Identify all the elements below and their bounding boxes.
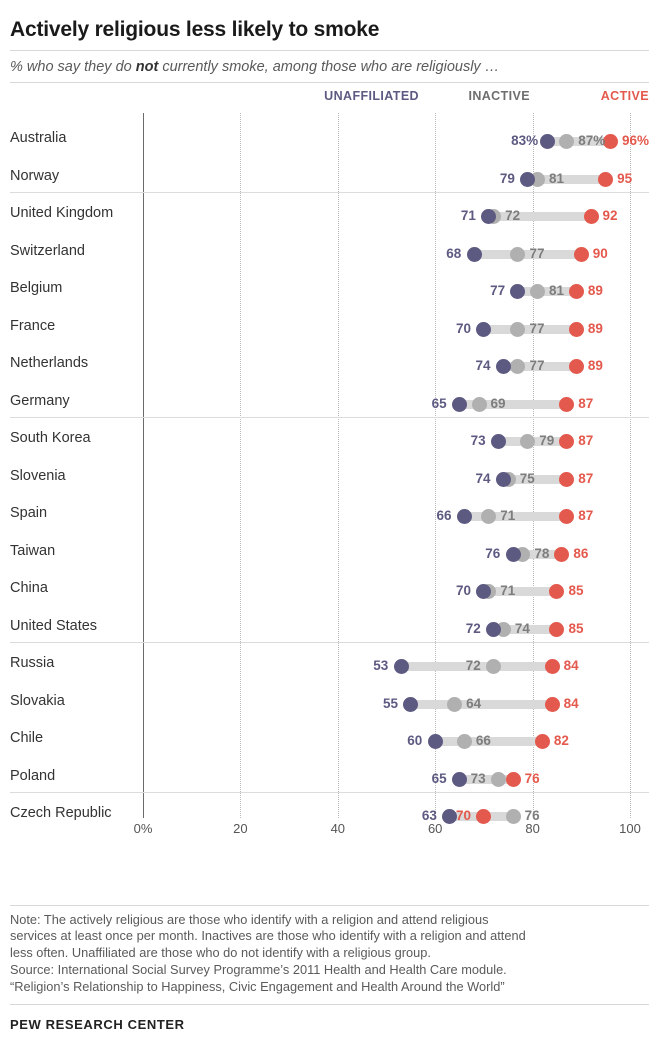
chart-footer xyxy=(10,905,649,1032)
group-separator xyxy=(10,642,649,643)
dot-active xyxy=(574,247,589,262)
value-label-inactive: 87% xyxy=(578,133,606,149)
value-label-unaffiliated: 63 xyxy=(421,808,437,824)
value-label-active: 87 xyxy=(578,508,594,524)
value-label-unaffiliated: 74 xyxy=(475,358,491,374)
dot-active xyxy=(554,547,569,562)
chart-row xyxy=(10,684,649,722)
dot-inactive xyxy=(510,247,525,262)
chart-row xyxy=(10,346,649,384)
legend-item-inactive: INACTIVE xyxy=(468,89,530,104)
chart-row xyxy=(10,384,649,422)
dot-active xyxy=(569,322,584,337)
chart-row xyxy=(10,459,649,497)
row-label: Russia xyxy=(10,655,55,672)
dot-inactive xyxy=(510,359,525,374)
value-label-inactive: 71 xyxy=(500,583,516,599)
value-label-active: 85 xyxy=(568,620,584,636)
value-label-inactive: 77 xyxy=(529,320,545,336)
dot-active xyxy=(559,472,574,487)
dot-unaffiliated xyxy=(428,734,443,749)
dot-plot-chart xyxy=(10,113,649,858)
dot-inactive xyxy=(447,697,462,712)
dot-unaffiliated xyxy=(496,472,511,487)
footer-divider xyxy=(10,905,649,906)
dot-unaffiliated xyxy=(452,397,467,412)
dot-unaffiliated xyxy=(491,434,506,449)
value-label-inactive: 78 xyxy=(534,545,550,561)
value-label-inactive: 72 xyxy=(505,208,521,224)
dot-unaffiliated xyxy=(510,284,525,299)
row-connector xyxy=(411,700,552,709)
subtitle xyxy=(10,58,649,76)
value-label-unaffiliated: 55 xyxy=(382,695,398,711)
note-line-3: less often. Unaffiliated are those who do not identify with a religious group. xyxy=(10,945,431,961)
value-label-unaffiliated: 79 xyxy=(499,170,515,186)
row-label: Slovenia xyxy=(10,467,66,484)
chart-row xyxy=(10,571,649,609)
value-label-inactive: 73 xyxy=(470,770,486,786)
row-label: United Kingdom xyxy=(10,205,114,222)
dot-active xyxy=(506,772,521,787)
row-label: Taiwan xyxy=(10,542,56,559)
chart-row xyxy=(10,646,649,684)
dot-inactive xyxy=(486,659,501,674)
row-label: Switzerland xyxy=(10,242,85,259)
value-label-inactive: 72 xyxy=(465,658,481,674)
subtitle-divider xyxy=(10,82,649,83)
chart-row xyxy=(10,234,649,272)
value-label-inactive: 81 xyxy=(548,283,564,299)
x-tick-label: 100 xyxy=(619,821,641,837)
value-label-unaffiliated: 68 xyxy=(446,245,462,261)
x-tick-label: 60 xyxy=(427,821,443,837)
group-separator xyxy=(10,792,649,793)
row-label: Poland xyxy=(10,767,56,784)
legend-item-active: ACTIVE xyxy=(600,89,649,104)
value-label-unaffiliated: 70 xyxy=(456,583,472,599)
dot-active xyxy=(559,434,574,449)
value-label-active: 89 xyxy=(587,358,603,374)
chart-row xyxy=(10,759,649,797)
dot-inactive xyxy=(559,134,574,149)
value-label-unaffiliated: 83% xyxy=(511,133,539,149)
value-label-active: 87 xyxy=(578,433,594,449)
value-label-active: 87 xyxy=(578,470,594,486)
dot-unaffiliated xyxy=(540,134,555,149)
note-line-1: Note: The actively religious are those who identify with a religion and attend religious xyxy=(10,911,489,927)
dot-inactive xyxy=(481,509,496,524)
chart-row xyxy=(10,534,649,572)
dot-unaffiliated xyxy=(486,622,501,637)
x-tick-label: 0% xyxy=(133,821,153,837)
value-label-inactive: 71 xyxy=(500,508,516,524)
value-label-unaffiliated: 76 xyxy=(485,545,501,561)
value-label-active: 70 xyxy=(456,808,472,824)
value-label-unaffiliated: 66 xyxy=(436,508,452,524)
value-label-unaffiliated: 60 xyxy=(407,733,423,749)
value-label-active: 92 xyxy=(602,208,618,224)
value-label-active: 89 xyxy=(587,320,603,336)
dot-inactive xyxy=(472,397,487,412)
row-connector xyxy=(474,250,581,259)
value-label-active: 90 xyxy=(592,245,608,261)
subtitle-pre: % who say they do xyxy=(10,59,136,75)
row-label: France xyxy=(10,317,56,334)
value-label-active: 76 xyxy=(524,770,540,786)
x-tick-label: 40 xyxy=(330,821,346,837)
row-connector xyxy=(489,212,591,221)
row-label: Chile xyxy=(10,730,44,747)
value-label-inactive: 77 xyxy=(529,245,545,261)
note-line-5: “Religion’s Relationship to Happiness, Civic Engagement and Health Around the World” xyxy=(10,979,505,995)
value-label-active: 85 xyxy=(568,583,584,599)
value-label-active: 86 xyxy=(573,545,589,561)
dot-inactive xyxy=(530,284,545,299)
value-label-inactive: 75 xyxy=(519,470,535,486)
dot-unaffiliated xyxy=(403,697,418,712)
value-label-inactive: 76 xyxy=(524,808,540,824)
dot-active xyxy=(535,734,550,749)
dot-inactive xyxy=(510,322,525,337)
chart-row xyxy=(10,121,649,159)
dot-inactive xyxy=(457,734,472,749)
dot-active xyxy=(549,622,564,637)
brand-divider xyxy=(10,1004,649,1005)
infographic-root xyxy=(0,18,659,1042)
dot-active xyxy=(584,209,599,224)
chart-row xyxy=(10,609,649,647)
dot-active xyxy=(569,284,584,299)
dot-active xyxy=(603,134,618,149)
value-label-inactive: 77 xyxy=(529,358,545,374)
x-axis xyxy=(10,821,649,841)
row-connector xyxy=(464,512,566,521)
dot-unaffiliated xyxy=(506,547,521,562)
dot-inactive xyxy=(520,434,535,449)
value-label-inactive: 81 xyxy=(548,170,564,186)
title-divider xyxy=(10,50,649,51)
row-label: Australia xyxy=(10,130,67,147)
row-label: Germany xyxy=(10,392,70,409)
chart-row xyxy=(10,271,649,309)
subtitle-post: currently smoke, among those who are religiously … xyxy=(158,59,500,75)
row-label: Belgium xyxy=(10,280,63,297)
chart-row xyxy=(10,496,649,534)
value-label-unaffiliated: 77 xyxy=(490,283,506,299)
value-label-active: 84 xyxy=(563,658,579,674)
dot-inactive xyxy=(491,772,506,787)
dot-active xyxy=(559,509,574,524)
chart-row xyxy=(10,196,649,234)
value-label-unaffiliated: 74 xyxy=(475,470,491,486)
value-label-active: 95 xyxy=(617,170,633,186)
page-title: Actively religious less likely to smoke xyxy=(10,18,380,41)
value-label-active: 96% xyxy=(622,133,650,149)
value-label-unaffiliated: 53 xyxy=(373,658,389,674)
chart-legend xyxy=(10,89,649,109)
dot-active xyxy=(545,659,560,674)
value-label-unaffiliated: 65 xyxy=(431,395,447,411)
x-tick-label: 20 xyxy=(233,821,248,837)
value-label-unaffiliated: 71 xyxy=(460,208,476,224)
dot-unaffiliated xyxy=(496,359,511,374)
chart-row xyxy=(10,421,649,459)
row-label: United States xyxy=(10,617,98,634)
plot-area xyxy=(10,113,649,858)
chart-row xyxy=(10,721,649,759)
dot-unaffiliated xyxy=(476,322,491,337)
footnote xyxy=(10,912,649,996)
chart-row xyxy=(10,309,649,347)
row-label: Netherlands xyxy=(10,355,89,372)
subtitle-emphasis: not xyxy=(135,59,159,75)
dot-unaffiliated xyxy=(452,772,467,787)
value-label-inactive: 74 xyxy=(514,620,530,636)
row-label: Norway xyxy=(10,167,60,184)
dot-unaffiliated xyxy=(520,172,535,187)
row-connector xyxy=(518,287,576,296)
value-label-active: 82 xyxy=(553,733,569,749)
dot-active xyxy=(569,359,584,374)
dot-active xyxy=(559,397,574,412)
x-tick-label: 80 xyxy=(525,821,540,837)
value-label-inactive: 66 xyxy=(475,733,491,749)
dot-active xyxy=(598,172,613,187)
row-label: South Korea xyxy=(10,430,91,447)
row-label: China xyxy=(10,580,48,597)
row-label: Czech Republic xyxy=(10,805,112,822)
value-label-active: 87 xyxy=(578,395,594,411)
value-label-inactive: 69 xyxy=(490,395,506,411)
value-label-unaffiliated: 72 xyxy=(465,620,481,636)
value-label-unaffiliated: 65 xyxy=(431,770,447,786)
row-label: Spain xyxy=(10,505,48,522)
dot-unaffiliated xyxy=(394,659,409,674)
value-label-inactive: 79 xyxy=(539,433,555,449)
group-separator xyxy=(10,192,649,193)
note-line-2: services at least once per month. Inactives are those who identify with a religion and attend xyxy=(10,928,526,944)
legend-item-unaffiliated: UNAFFILIATED xyxy=(324,89,419,104)
row-label: Slovakia xyxy=(10,692,65,709)
value-label-unaffiliated: 70 xyxy=(456,320,472,336)
value-label-active: 84 xyxy=(563,695,579,711)
group-separator xyxy=(10,417,649,418)
chart-row xyxy=(10,159,649,197)
note-line-4: Source: International Social Survey Programme’s 2011 Health and Health Care module. xyxy=(10,962,507,978)
value-label-unaffiliated: 73 xyxy=(470,433,486,449)
dot-active xyxy=(549,584,564,599)
brand-label: PEW RESEARCH CENTER xyxy=(10,1017,185,1032)
dot-unaffiliated xyxy=(467,247,482,262)
value-label-active: 89 xyxy=(587,283,603,299)
value-label-inactive: 64 xyxy=(466,695,482,711)
dot-unaffiliated xyxy=(457,509,472,524)
dot-active xyxy=(545,697,560,712)
